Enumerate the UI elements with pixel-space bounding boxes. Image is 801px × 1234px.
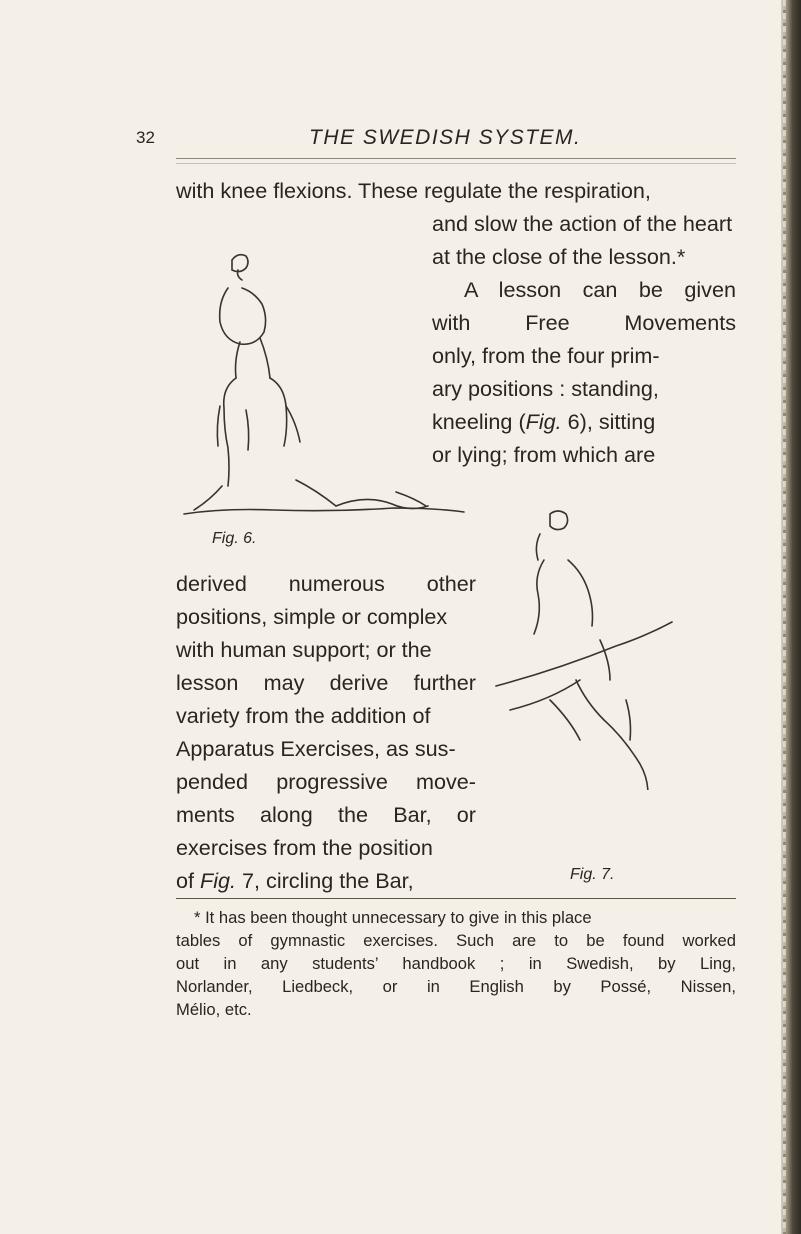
body-line: derived numerous other: [176, 571, 476, 596]
body-line: A lesson can be given: [464, 277, 736, 302]
figure-7-illustration: [480, 500, 680, 790]
body-line: only, from the four prim-: [432, 343, 660, 368]
footnote-line: * It has been thought unnecessary to give in this place: [194, 908, 592, 927]
fig-reference: Fig.: [525, 409, 562, 434]
body-text: 6), sitting: [561, 409, 656, 434]
body-line: Apparatus Exercises, as sus-: [176, 736, 456, 761]
header-rule-secondary: [176, 163, 736, 164]
running-head: [136, 128, 736, 158]
body-line: pended progressive move-: [176, 769, 476, 794]
body-line: lesson may derive further: [176, 670, 476, 695]
body-line: positions, simple or complex: [176, 604, 448, 629]
footnote-line: out in any students’ handbook ; in Swedish, by Ling,: [176, 954, 736, 973]
page-number: 32: [136, 128, 155, 147]
body-line: ary positions : standing,: [432, 376, 659, 401]
footnote-line: tables of gymnastic exercises. Such are to be found worked: [176, 931, 736, 950]
fig-reference: Fig.: [200, 868, 237, 893]
figure-6-caption: Fig. 6.: [212, 530, 257, 547]
body-line: with Free Movements: [432, 310, 736, 335]
footnote-line: Norlander, Liedbeck, or in English by Possé, Nissen,: [176, 977, 736, 996]
page-edge: [781, 0, 801, 1234]
footnote-line: Mélio, etc.: [176, 1000, 252, 1019]
body-line: with human support; or the: [176, 637, 432, 662]
body-text: of: [176, 868, 201, 893]
figure-6-illustration: [176, 230, 466, 522]
running-title: THE SWEDISH SYSTEM.: [309, 126, 582, 149]
figure-7-caption: Fig. 7.: [570, 866, 615, 883]
body-line: or lying; from which are: [432, 442, 656, 467]
body-text: 7, circling the Bar,: [236, 868, 414, 893]
body-line: with knee flexions. These regulate the respiration,: [176, 178, 651, 203]
footnote-rule: [176, 898, 736, 899]
body-line: [176, 864, 414, 897]
body-line: variety from the addition of: [176, 703, 431, 728]
body-line: at the close of the lesson.*: [432, 244, 686, 269]
body-line: exercises from the position: [176, 835, 433, 860]
body-text: kneeling (: [432, 409, 526, 434]
header-rule: [176, 158, 736, 159]
body-line: and slow the action of the heart: [432, 211, 733, 236]
body-line: ments along the Bar, or: [176, 802, 476, 827]
